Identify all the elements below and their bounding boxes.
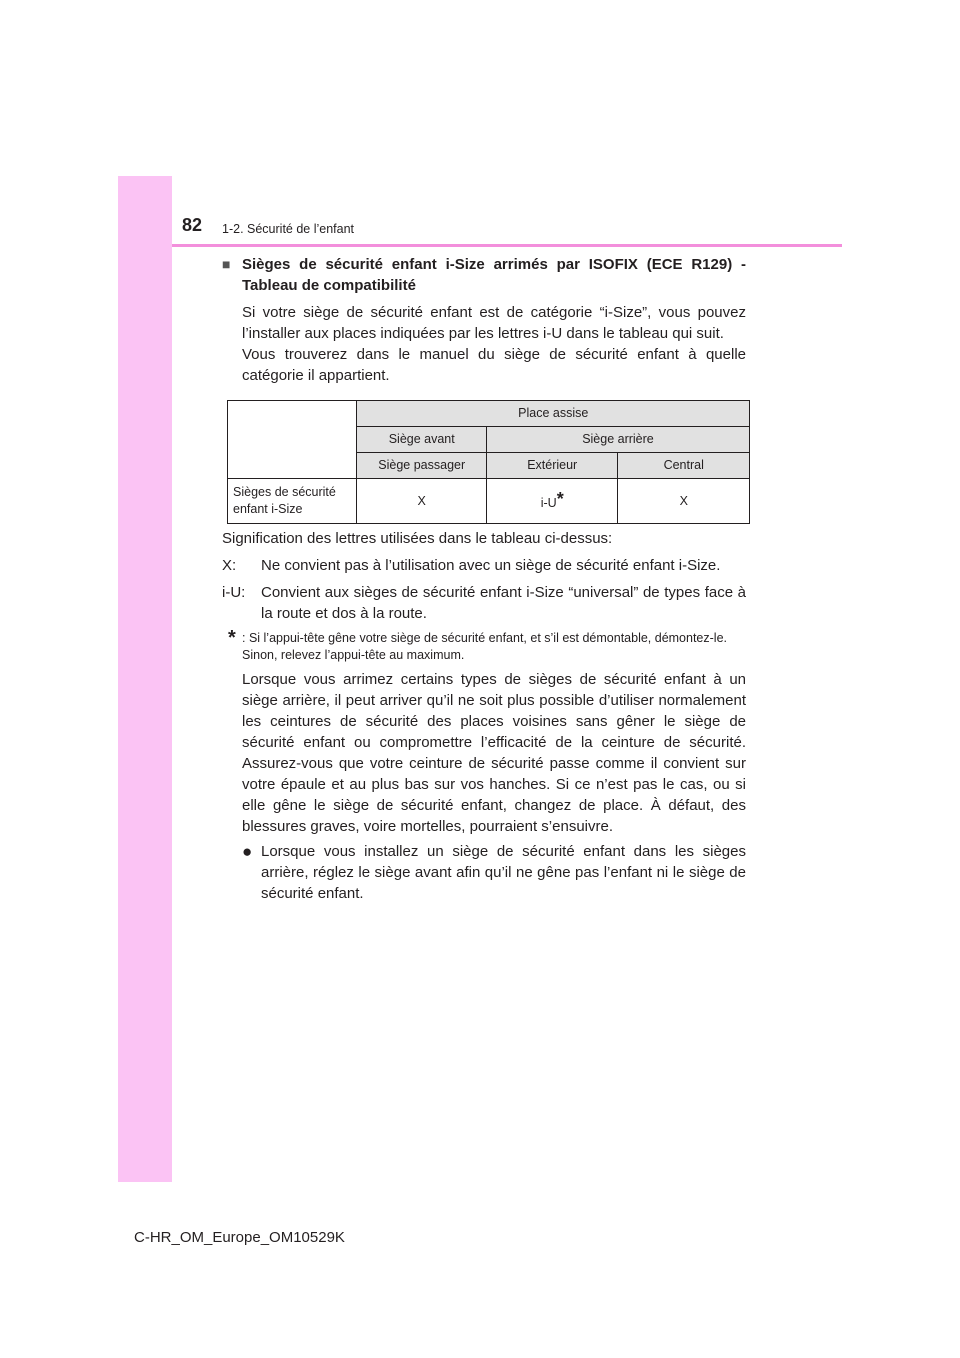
footnote-line-2: Sinon, relevez l’appui-tête au maximum. <box>242 647 465 662</box>
bullet-text: Lorsque vous installez un siège de sécurité enfant dans les sièges arrière, réglez le siège avant afin qu’il ne gêne pas l’enfant ni le siège de sécurité enfant. <box>261 843 746 902</box>
side-color-band <box>118 176 172 1182</box>
round-bullet-icon: ● <box>242 842 253 861</box>
table-footnote <box>228 627 746 663</box>
footnote-star-icon: * <box>556 488 564 509</box>
intro-paragraph-2: Vous trouverez dans le manuel du siège de sécurité enfant à quelle catégorie il appartient. <box>242 346 746 384</box>
legend-text: Ne convient pas à l’utilisation avec un siège de sécurité enfant i-Size. <box>261 557 721 574</box>
header-siege-passager: Siège passager <box>357 453 486 479</box>
compatibility-table <box>227 400 750 524</box>
header-rule <box>172 244 842 247</box>
header-place-assise: Place assise <box>357 401 750 427</box>
legend-intro: Signification des lettres utilisées dans le tableau ci-dessus: <box>222 530 613 547</box>
legend-item-iu <box>222 582 746 624</box>
row-label-isize: Sièges de sécurité enfant i-Size <box>228 479 357 524</box>
header-siege-avant: Siège avant <box>357 427 486 453</box>
legend-text: Convient aux sièges de sécurité enfant i-Size “universal” de types face à la route et dos à la route. <box>261 584 746 622</box>
page-number: 82 <box>182 215 203 235</box>
table-corner-cell <box>228 401 357 479</box>
cell-exterieur-value <box>486 479 618 524</box>
legend-item-x <box>222 555 746 576</box>
footnote-text <box>242 630 746 663</box>
header-central: Central <box>618 453 750 479</box>
warning-paragraph: Lorsque vous arrimez certains types de sièges de sécurité enfant à un siège arrière, il peut arriver qu’il ne soit plus possible d’utiliser normalement les ceintures de sécurité des places voisines sans gêner le siège de sécurité enfant ou compromettre l’efficacité de la ceinture de sécurité. Assurez-vous que votre ceinture de sécurité passe comme il convient sur votre épaule et au plus bas sur vos hanches. Si ce n’est pas le cas, ou si elle gêne le siège de sécurité enfant, changez de place. À défaut, des blessures graves, voire mortelles, pourraient s’ensuivre. <box>242 671 746 835</box>
footnote-star-icon: * <box>228 627 236 649</box>
header-exterieur: Extérieur <box>486 453 618 479</box>
legend-key: i-U: <box>222 584 246 601</box>
square-bullet-icon: ■ <box>222 256 231 272</box>
legend-key: X: <box>222 557 237 574</box>
heading-text: Sièges de sécurité enfant i-Size arrimés par ISOFIX (ECE R129) - Tableau de compatibilité <box>242 256 746 294</box>
footnote-line-1: : Si l’appui-tête gêne votre siège de sécurité enfant, et s’il est démontable, démontez-le. <box>242 631 728 645</box>
document-code: C-HR_OM_Europe_OM10529K <box>134 1229 345 1246</box>
section-heading <box>222 254 746 296</box>
intro-paragraph-1: Si votre siège de sécurité enfant est de catégorie “i-Size”, vous pouvez l’installer aux places indiquées par les lettres i-U dans le tableau qui suit. <box>242 304 746 342</box>
cell-exterieur-text: i-U <box>540 495 557 510</box>
header-siege-arriere: Siège arrière <box>486 427 749 453</box>
bullet-item <box>242 841 746 904</box>
cell-central-value: X <box>618 479 750 524</box>
cell-passager-value: X <box>357 479 486 524</box>
section-title: 1-2. Sécurité de l’enfant <box>222 222 355 236</box>
page-content <box>222 254 746 904</box>
